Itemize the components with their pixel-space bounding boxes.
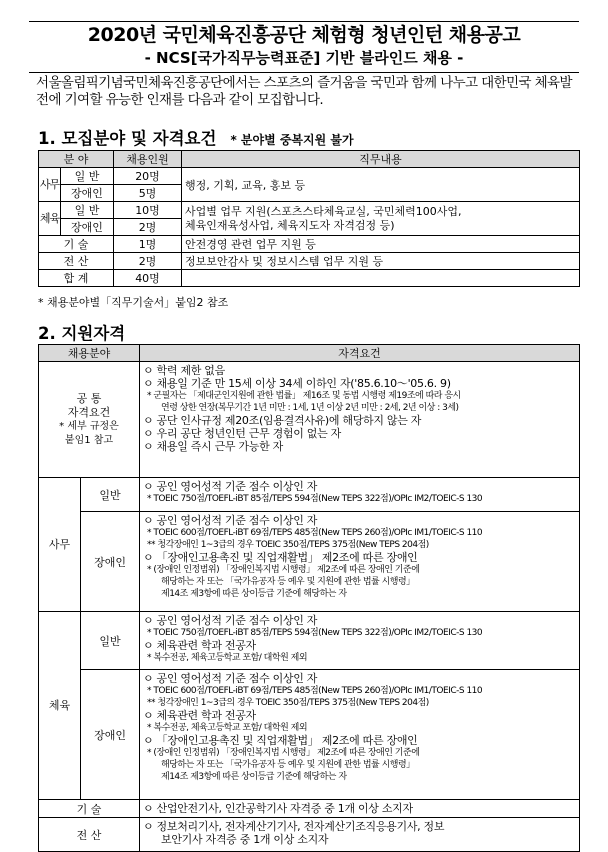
count: 20명 <box>114 168 182 185</box>
req-sub: 해당하는 자 또는 「국가유공자 등 예우 및 지원에 관한 법률 시행령」 <box>161 577 415 587</box>
req-item: ㅇ 우리 공단 청년인턴 근무 경험이 없는 자 <box>143 427 341 440</box>
req-sub: * TOEIC 600점/TOEFL-iBT 69점/TEPS 485점(New TEPS 260점)/OPIc IM1/TOEIC-S 110 <box>147 686 483 696</box>
req-text: 체육관련 학과 전공자 <box>156 639 256 652</box>
req-item: ㅇ 「장애인고용촉진 및 직업재활법」 제2조에 따른 장애인 <box>143 734 418 747</box>
jeonsan-requirements <box>140 818 580 852</box>
req-text: 우리 공단 청년인턴 근무 경험이 없는 자 <box>156 427 341 440</box>
field-samu: 사무 <box>39 478 81 612</box>
req-item: ㅇ 정보처리기사, 전자계산기기사, 전자계산기조직응용기사, 정보 <box>143 820 445 833</box>
req-sub: 제14조 제3항에 따른 상이등급 기준에 해당하는 자 <box>161 589 347 599</box>
req-sub: * TOEIC 750점/TOEFL-iBT 85점/TEPS 594점(New TEPS 322점)/OPIc IM2/TOEIC-S 130 <box>147 494 483 504</box>
req-text: 체육관련 학과 전공자 <box>156 709 256 722</box>
field-total: 합 계 <box>39 270 114 287</box>
notice-subtitle: - NCS[국가직무능력표준] 기반 블라인드 채용 - <box>144 49 464 67</box>
header-field: 채용분야 <box>39 345 140 362</box>
sub-general: 일 반 <box>61 202 114 219</box>
sub-disabled: 장애인 <box>81 670 140 800</box>
header-duty: 직무내용 <box>182 151 580 168</box>
count: 10명 <box>114 202 182 219</box>
req-text: 공인 영어성적 기준 점수 이상인 자 <box>156 614 318 627</box>
field-jeonsan: 전 산 <box>39 253 114 270</box>
common-label-line: 공 통 <box>76 391 102 405</box>
intro-paragraph: 서울올림픽기념국민체육진흥공단에서는 스포츠의 즐거움을 국민과 함께 나누고 대한민국 체육발전에 기여할 유능한 인재를 다음과 같이 모집합니다. <box>36 75 572 108</box>
req-sub: * 군필자는 「제대군인지원에 관한 법률」 제16조 및 동법 시행령 제19조에 따라 응시 <box>147 391 461 401</box>
duty-line: 사업별 업무 지원(스포츠스타체육교실, 국민체력100사업, <box>185 204 462 218</box>
sub-general: 일반 <box>81 478 140 512</box>
duty: 안전경영 관련 업무 지원 등 <box>182 236 580 253</box>
req-text: 채용일 즉시 근무 가능한 자 <box>156 440 283 453</box>
samu-general-requirements <box>140 478 580 512</box>
req-item-cont: 보안기사 자격증 중 1개 이상 소지자 <box>161 833 329 846</box>
req-item: ㅇ 산업안전기사, 인간공학기사 자격증 중 1개 이상 소지자 <box>143 802 413 815</box>
section1-note: * 분야별 중복지원 불가 <box>230 133 354 147</box>
empty-cell <box>182 270 580 287</box>
common-label <box>39 362 140 478</box>
recruitment-table <box>38 150 580 287</box>
count: 1명 <box>114 236 182 253</box>
notice-title: 2020년 국민체육진흥공단 체험형 청년인턴 채용공고 <box>87 24 521 46</box>
cheyuk-disabled-requirements <box>140 670 580 800</box>
notice-title-box <box>29 21 579 73</box>
field-cheyuk: 체육 <box>39 202 61 236</box>
duty-line: 체육인재육성사업, 체육지도자 자격검정 등) <box>185 218 395 232</box>
req-text: 「장애인고용촉진 및 직업재활법」 제2조에 따른 장애인 <box>156 734 418 747</box>
req-sub: * TOEIC 600점/TOEFL-iBT 69점/TEPS 485점(New TEPS 260점)/OPIc IM1/TOEIC-S 110 <box>147 528 483 538</box>
req-sub: * (장애인 인정범위) 「장애인복지법 시행령」 제2조에 따른 장애인 기준에 <box>147 565 420 575</box>
samu-disabled-requirements <box>140 512 580 612</box>
common-label-line: * 세부 규정은 <box>59 420 119 432</box>
req-item: ㅇ 공단 인사규정 제20조(임용결격사유)에 해당하지 않는 자 <box>143 414 422 427</box>
field-cheyuk: 체육 <box>39 612 81 800</box>
section2-heading: 2. 지원자격 <box>38 324 126 343</box>
section1-title: 1. 모집분야 및 자격요건 <box>38 129 217 148</box>
req-text: 학력 제한 없음 <box>156 364 225 377</box>
req-sub: * TOEIC 750점/TOEFL-iBT 85점/TEPS 594점(New TEPS 322점)/OPIc IM2/TOEIC-S 130 <box>147 628 483 638</box>
count: 2명 <box>114 219 182 236</box>
common-label-line: 붙임1 참고 <box>64 434 114 446</box>
sub-disabled: 장애인 <box>61 219 114 236</box>
field-gisul: 기 술 <box>39 236 114 253</box>
req-item: ㅇ 채용일 기준 만 15세 이상 34세 이하인 자('85.6.10～'05.6. 9) <box>143 377 451 390</box>
field-samu: 사무 <box>39 168 61 202</box>
req-sub: ** 청각장애인 1~3급의 경우 TOEIC 350점/TEPS 375점(New TEPS 204점) <box>147 698 429 708</box>
count: 2명 <box>114 253 182 270</box>
req-item: ㅇ 공인 영어성적 기준 점수 이상인 자 <box>143 614 318 627</box>
req-text: 공인 영어성적 기준 점수 이상인 자 <box>156 672 318 685</box>
gisul-requirements <box>140 800 580 818</box>
header-requirement: 자격요건 <box>140 345 580 362</box>
req-sub: 연령 상한 연장(복무기간 1년 미만 : 1세, 1년 이상 2년 미만 : 2세, 2년 이상 : 3세) <box>161 403 459 413</box>
req-text: 「장애인고용촉진 및 직업재활법」 제2조에 따른 장애인 <box>156 551 418 564</box>
field-jeonsan: 전 산 <box>39 818 140 852</box>
section1-footnote: * 채용분야별「직무기술서」붙임2 참조 <box>38 296 229 309</box>
header-count: 채용인원 <box>114 151 182 168</box>
req-item: ㅇ 체육관련 학과 전공자 <box>143 639 256 652</box>
req-text: 산업안전기사, 인간공학기사 자격증 중 1개 이상 소지자 <box>156 802 413 815</box>
req-item: ㅇ 공인 영어성적 기준 점수 이상인 자 <box>143 672 318 685</box>
qualification-table <box>38 344 580 852</box>
req-sub: * (장애인 인정범위) 「장애인복지법 시행령」 제2조에 따른 장애인 기준에 <box>147 748 420 758</box>
req-sub: 해당하는 자 또는 「국가유공자 등 예우 및 지원에 관한 법률 시행령」 <box>161 760 415 770</box>
req-sub: 제14조 제3항에 따른 상이등급 기준에 해당하는 자 <box>161 772 347 782</box>
duty: 행정, 기획, 교육, 홍보 등 <box>182 168 580 202</box>
req-sub: * 복수전공, 체육고등학교 포함/ 대학원 제외 <box>147 653 308 663</box>
req-item: ㅇ 학력 제한 없음 <box>143 364 225 377</box>
req-item: ㅇ 「장애인고용촉진 및 직업재활법」 제2조에 따른 장애인 <box>143 551 418 564</box>
sub-disabled: 장애인 <box>81 512 140 612</box>
sub-general: 일반 <box>81 612 140 670</box>
req-text: 공단 인사규정 제20조(임용결격사유)에 해당하지 않는 자 <box>156 414 422 427</box>
req-item: ㅇ 공인 영어성적 기준 점수 이상인 자 <box>143 514 318 527</box>
req-item: ㅇ 공인 영어성적 기준 점수 이상인 자 <box>143 480 318 493</box>
duty: 정보보안감사 및 정보시스템 업무 지원 등 <box>182 253 580 270</box>
sub-general: 일 반 <box>61 168 114 185</box>
common-requirements <box>140 362 580 478</box>
duty-cell <box>182 202 580 236</box>
req-sub: * 복수전공, 체육고등학교 포함/ 대학원 제외 <box>147 723 308 733</box>
req-text: 정보처리기사, 전자계산기기사, 전자계산기조직응용기사, 정보 <box>156 820 445 833</box>
req-item: ㅇ 채용일 즉시 근무 가능한 자 <box>143 440 283 453</box>
total-count: 40명 <box>114 270 182 287</box>
cheyuk-general-requirements <box>140 612 580 670</box>
req-sub: ** 청각장애인 1~3급의 경우 TOEIC 350점/TEPS 375점(New TEPS 204점) <box>147 540 429 550</box>
req-text: 채용일 기준 만 15세 이상 34세 이하인 자('85.6.10～'05.6. 9) <box>156 377 451 390</box>
count: 5명 <box>114 185 182 202</box>
section1-heading <box>38 125 354 149</box>
common-label-line: 자격요건 <box>67 405 111 419</box>
req-text: 공인 영어성적 기준 점수 이상인 자 <box>156 480 318 493</box>
header-field: 분 야 <box>39 151 114 168</box>
sub-disabled: 장애인 <box>61 185 114 202</box>
req-text: 공인 영어성적 기준 점수 이상인 자 <box>156 514 318 527</box>
req-item: ㅇ 체육관련 학과 전공자 <box>143 709 256 722</box>
field-gisul: 기 술 <box>39 800 140 818</box>
